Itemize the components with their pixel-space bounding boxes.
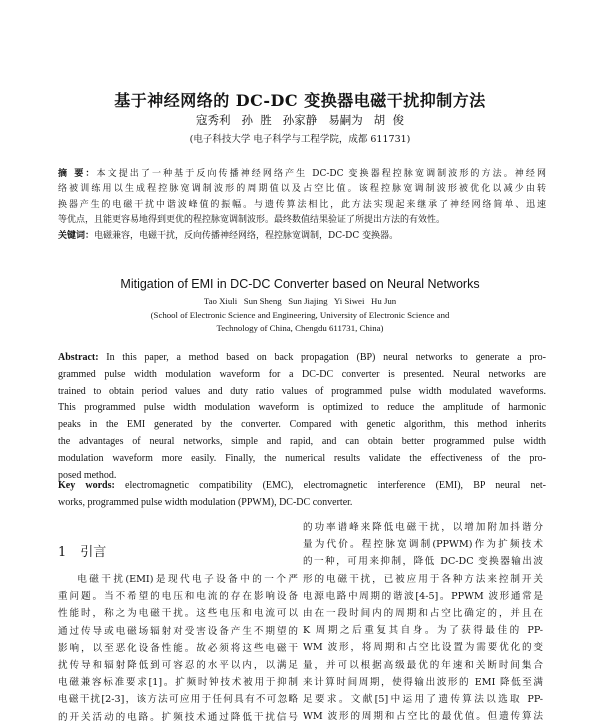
section-title: 引言: [80, 545, 107, 560]
abstract-en-line: grammed pulse width modulation waveform for a DC-DC converter is presented. Neural networks are: [58, 368, 546, 380]
abstract-en-line: trained to obtain period values and duty ratio values of programmed pulse width modulated waveforms.: [58, 385, 546, 397]
keywords-en-label: Key words:: [58, 480, 115, 491]
section-heading: [58, 541, 106, 560]
abstract-zh-line: 等优点，且能更容易地得到更优的程控脉宽调制波形。最终数值结果验证了所提出方法的有效性。: [58, 214, 446, 225]
authors-en: Tao Xiuli Sun Sheng Sun Jiajing Yi Siwei Hu Jun: [203, 296, 397, 306]
abstract-en: [58, 350, 546, 484]
body-line: 量为代价。程控脉宽调制(PPWM)作为扩频技术: [303, 539, 543, 551]
paper-title-zh: 基于神经网络的 DC-DC 变换器电磁干扰抑制方法: [114, 91, 486, 110]
abstract-zh-line: 络被训练用以生成程控脉宽调制波形的周期值以及占空比值。该程控脉宽调制波形被优化以减少由转: [58, 184, 546, 195]
section-number: 1: [58, 545, 67, 560]
body-line: 电磁兼容标准要求[1]。扩频时钟技术被用于抑制: [58, 677, 298, 689]
abstract-en-line: peaks in the EMI generated by the converter. Compared with genetic algorithm, this method inherits: [58, 419, 546, 431]
keywords-zh: [58, 229, 546, 244]
keywords-zh-label: 关键词：: [58, 231, 95, 241]
body-line: 的一种，可用来抑制，降低 DC-DC 变换器输出波: [303, 556, 543, 568]
abstract-zh-label: 摘 要：: [58, 169, 97, 179]
body-line: 的开关活动的电路。扩频技术通过降低干扰信号: [58, 711, 298, 723]
body-line: 电磁干扰[2-3]，该方法可应用于任何具有不可忽略: [58, 694, 298, 706]
affiliation-en-line: (School of Electronic Science and Engineering, University of Electronic Science and: [150, 310, 450, 320]
keywords-en-line: Key words: electromagnetic compatibility (EMC), electromagnetic interference (EMI), BP neural net-: [58, 480, 547, 491]
affiliation-en-line: Technology of China, Chengdu 611731, China): [216, 323, 384, 333]
keywords-en: [58, 478, 546, 512]
body-line: 足要求。文献[5]中运用了遗传算法以选取 PP-: [303, 694, 543, 706]
body-line: 影响，以至恶化设备性能。故必须将这些电磁干: [58, 642, 298, 654]
abstract-en-line: the advantages of neural networks, simple and rapid, and can obtain better programmed pulse width: [58, 435, 546, 447]
abstract-en-line: modulation waveform more easily. Finally, the numerical results validate the effectiveness of the pro-: [58, 452, 546, 464]
body-line: WM 波形的周期和占空比的最优值。但遗传算法: [303, 711, 543, 723]
body-line: 来计算时间周期，使得输出波形的 EMI 降低至满: [303, 676, 543, 688]
keywords-en-line: works, programmed pulse width modulation (PPWM), DC-DC converter.: [58, 496, 353, 508]
abstract-zh: [58, 167, 546, 228]
body-line: 扰传导和辐射降低到可容忍的水平以内，以满足: [58, 660, 298, 672]
body-line: 由在一段时间内的周期和占空比确定的，并且在: [303, 608, 543, 620]
affiliation-zh: (电子科技大学 电子科学与工程学院，成都 611731): [189, 134, 411, 145]
body-line: 重问题。当不希望的电压和电流的存在影响设备: [58, 591, 298, 603]
body-line: 量，并可以根据高级最优的年速和关断时间集合: [303, 659, 543, 671]
body-line: 电源电路中周期的谐波[4-5]。PPWM 波形通常是: [303, 590, 543, 602]
body-line: K 周期之后重复其自身。为了获得最佳的 PP-: [303, 625, 543, 637]
body-line: 的功率谱峰来降低电磁干扰，以增加附加抖谐分: [303, 522, 543, 533]
abstract-en-line: Abstract: In this paper, a method based on back propagation (BP) neural networks to generate a pro-: [58, 352, 546, 363]
abstract-zh-line: 换器产生的电磁干扰中谐波峰值的振幅。与遗传算法相比，此方法实现起来继承了神经网络简单、迅速: [58, 199, 546, 210]
abstract-zh-line: 摘 要：本文提出了一种基于反向传播神经网络产生 DC-DC 变换器程控脉宽调制波形的方法。神经网: [58, 169, 546, 179]
body-column-right: [303, 519, 543, 725]
abstract-en-label: Abstract:: [58, 352, 99, 363]
keywords-zh-text: 电磁兼容，电磁干扰，反向传播神经网络，程控脉宽调制，DC-DC 变换器。: [94, 231, 399, 241]
abstract-en-line: This programmed pulse width modulation waveform is optimized to reduce the amplitude of harmonic: [58, 402, 546, 414]
body-column-left: [58, 571, 298, 726]
body-line: 电磁干扰(EMI)是现代电子设备中的一个严: [77, 574, 298, 585]
abstract-en-line: posed method.: [58, 469, 117, 481]
body-line: 性能时，称之为电磁干扰。这些电压和电流可以: [58, 608, 298, 620]
paper-title-en: Mitigation of EMI in DC-DC Converter based on Neural Networks: [120, 277, 480, 291]
body-line: WM 波形，将周期和占空比设置为需要优化的变: [303, 642, 543, 654]
authors-zh: 寇秀利 孙 胜 孙家静 易嗣为 胡 俊: [196, 113, 404, 127]
body-line: 通过传导或电磁场辐射对受害设备产生不期望的: [58, 625, 298, 637]
body-line: 形的电磁干扰，已被应用于各种方法来控制开关: [303, 573, 543, 585]
